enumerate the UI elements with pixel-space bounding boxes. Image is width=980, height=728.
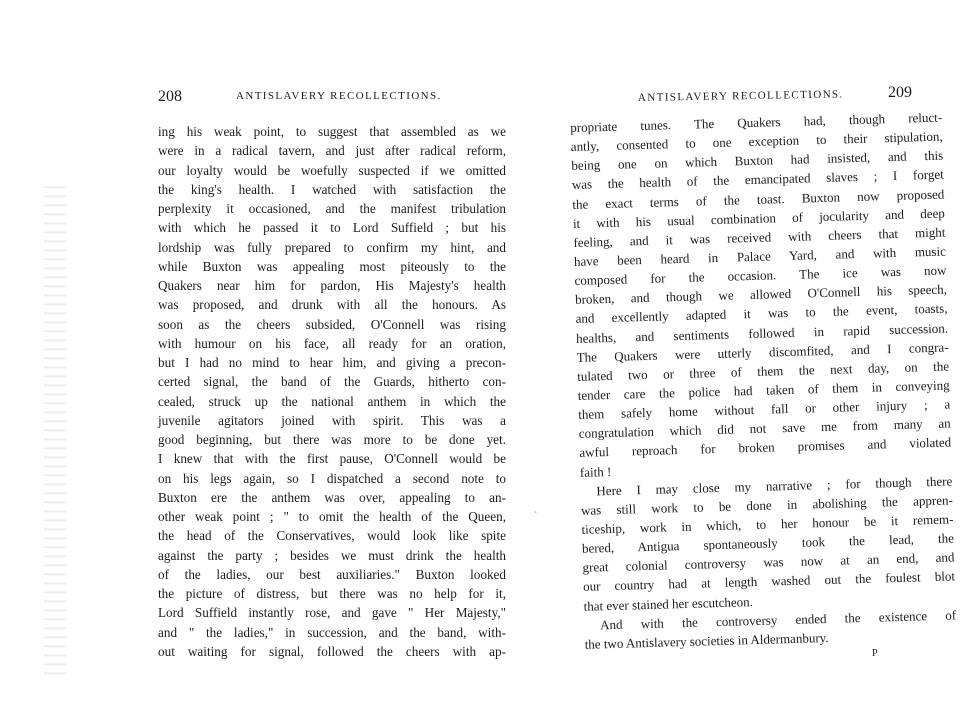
text-line: bered, Antigua spontaneously took the lead, the <box>581 530 955 556</box>
text-line: broken, and though we allowed O'Connell his speech, <box>574 281 948 308</box>
text-line: while Buxton was appealing most piteously to the <box>158 258 506 274</box>
text-line: against the party ; besides we must drink the health <box>158 547 506 563</box>
text-line: certed signal, the band of the Guards, hitherto con- <box>158 374 506 390</box>
text-line: Quakers near him for pardon, His Majesty's health <box>158 278 506 293</box>
text-line: healths, and sentiments followed in rapid succession. <box>575 320 949 346</box>
text-line: good beginning, but there was more to be done yet. <box>158 432 506 447</box>
text-line: it with his usual combination of jocularity and deep <box>572 205 946 231</box>
stray-ink-mark: ` <box>534 510 537 520</box>
text-line: propriate tunes. The Quakers had, though reluct- <box>570 109 943 135</box>
text-line: Here I may close my narrative ; for though there <box>596 473 953 499</box>
text-line: and " the ladies," in succession, and the band, with- <box>158 624 506 640</box>
text-line: ing his weak point, to suggest that assembled as we <box>158 124 506 139</box>
text-line: Lord Suffield instantly rose, and gave " Her Majesty," <box>158 605 506 621</box>
text-line: the exact terms of the toast. Buxton now proposed <box>572 186 945 212</box>
left-body-text <box>158 122 506 661</box>
text-line: and excellently adapted it was to the event, toasts, <box>575 300 948 327</box>
text-line: being one on which Buxton had insisted, and this <box>571 147 944 174</box>
text-line: I knew that with the first pause, O'Connell would be <box>158 451 506 467</box>
text-line: were in a radical tavern, and just after radical reform, <box>158 143 506 159</box>
text-line: the king's health. I watched with satisfaction the <box>158 181 506 197</box>
text-line: have been heard in Palace Yard, and with music <box>573 243 947 269</box>
text-line: juvenile agitators joined with spirit. This was a <box>158 412 506 428</box>
text-line: was the health of the emancipated slaves ; I forget <box>571 167 944 193</box>
text-line: that ever stained her escutcheon. <box>583 593 754 614</box>
right-page <box>540 0 980 728</box>
text-line: tender care the police had taken of them in conveying <box>577 377 950 403</box>
text-line: with humour on his face, all ready for an oration, <box>158 335 506 351</box>
text-line: lordship was fully prepared to confirm my hint, and <box>158 239 506 255</box>
text-line: great colonial controversy was now at an end, and <box>582 549 955 576</box>
text-line: with which he passed it to Lord Suffield ; but his <box>158 220 506 236</box>
text-line: feeling, and it was received with cheers that might <box>573 224 946 250</box>
text-line: the picture of distress, but there was no help for it, <box>158 586 506 601</box>
text-line: tulated two or three of them the next day, on the <box>577 358 950 384</box>
text-line: other weak point ; " to omit the health of the Queen, <box>158 509 506 524</box>
text-line: The Quakers were utterly discomfited, and I congra- <box>576 339 949 365</box>
left-page-number: 208 <box>158 88 182 105</box>
text-line: soon as the cheers subsided, O'Connell was rising <box>158 316 506 332</box>
text-line: Buxton ere the anthem was over, appealing to an- <box>158 489 506 505</box>
text-line: cealed, struck up the national anthem in which the <box>158 393 506 409</box>
text-line: the head of the Conservatives, would look like spite <box>158 528 506 544</box>
text-line: our country had at length washed out the foulest blot <box>582 568 956 595</box>
text-line: perplexity it occasioned, and the manifest tribulation <box>158 201 506 216</box>
text-line: them safely home without fall or other injury ; a <box>578 396 951 422</box>
text-line: was proposed, and drunk with all the honours. As <box>158 297 506 313</box>
text-line: composed for the occasion. The ice was now <box>574 262 947 289</box>
text-line: but I had no mind to hear him, and giving a precon- <box>158 355 506 370</box>
text-line: awful reproach for broken promises and violated <box>579 434 952 461</box>
left-running-head: ANTISLAVERY RECOLLECTIONS. <box>236 90 442 102</box>
text-line: the two Antislavery societies in Aldermanbury. <box>584 629 829 652</box>
text-line: was still work to be done in abolishing the appren- <box>580 492 954 518</box>
binding-shadow <box>44 180 66 680</box>
text-line: And with the controversy ended the existence of <box>599 607 957 633</box>
text-line: faith ! <box>579 463 612 480</box>
text-line: congratulation which did not save me from many an <box>578 415 951 442</box>
text-line: out waiting for signal, followed the cheers with ap- <box>158 643 506 659</box>
text-line: ticeship, work in which, to her honour be it remem- <box>581 511 954 537</box>
text-line: on his legs again, so I dispatched a second note to <box>158 470 506 486</box>
signature-mark: P <box>872 648 879 659</box>
right-body-text <box>570 108 957 654</box>
text-line: antly, consented to one exception to their stipulation, <box>570 128 943 155</box>
text-line: our loyalty would be woefully suspected if we omitted <box>158 162 506 178</box>
right-page-number: 209 <box>888 84 912 101</box>
text-line: of the ladies, our best auxiliaries." Buxton looked <box>158 566 506 582</box>
right-running-head: ANTISLAVERY RECOLLECTIONS. <box>637 88 844 104</box>
